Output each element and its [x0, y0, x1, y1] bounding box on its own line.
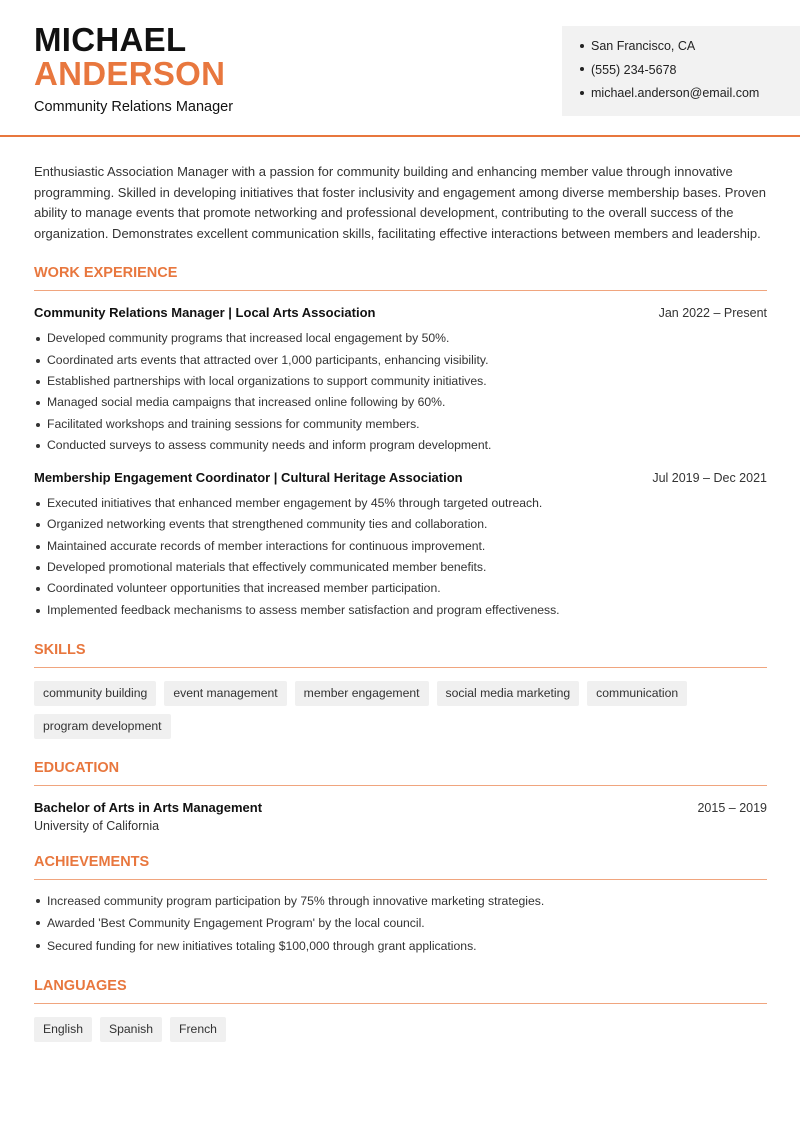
job-dates: Jul 2019 – Dec 2021 — [652, 471, 767, 486]
job-entry — [34, 305, 767, 456]
language-tag: English — [34, 1017, 92, 1042]
list-item: Facilitated workshops and training sessions for community members. — [34, 414, 767, 435]
language-tag: French — [170, 1017, 226, 1042]
list-item: Developed promotional materials that effectively communicated member benefits. — [34, 557, 767, 578]
school: University of California — [34, 818, 160, 833]
list-item: Coordinated volunteer opportunities that increased member participation. — [34, 578, 767, 599]
language-tag: Spanish — [100, 1017, 162, 1042]
list-item: Coordinated arts events that attracted over 1,000 participants, enhancing visibility. — [34, 350, 767, 371]
job-bullets — [34, 493, 767, 621]
degree: Bachelor of Arts in Arts Management — [34, 799, 263, 815]
contact-email: michael.anderson@email.com — [580, 85, 800, 109]
section-title-achievements: ACHIEVEMENTS — [34, 854, 767, 880]
list-item: Implemented feedback mechanisms to assess member satisfaction and program effectiveness. — [34, 600, 767, 621]
achievements-list — [34, 890, 767, 958]
contact-location: San Francisco, CA — [580, 38, 800, 62]
skills-list — [34, 681, 767, 739]
contact-phone: (555) 234-5678 — [580, 62, 800, 86]
job-bullets — [34, 328, 767, 456]
last-name: ANDERSON — [34, 55, 226, 92]
bullet-icon — [580, 91, 584, 95]
skill-tag: event management — [164, 681, 286, 706]
first-name: MICHAEL — [34, 21, 187, 58]
job-entry — [34, 470, 767, 621]
resume-header — [0, 0, 800, 137]
resume-body — [34, 162, 767, 1042]
list-item: Executed initiatives that enhanced member engagement by 45% through targeted outreach. — [34, 493, 767, 514]
list-item: Conducted surveys to assess community needs and inform program development. — [34, 435, 767, 456]
bullet-icon — [580, 44, 584, 48]
job-title: Community Relations Manager | Local Arts Association — [34, 305, 376, 321]
list-item: Secured funding for new initiatives totaling $100,000 through grant applications. — [34, 935, 767, 958]
skill-tag: community building — [34, 681, 156, 706]
section-title-education: EDUCATION — [34, 760, 767, 786]
languages-list — [34, 1017, 767, 1042]
list-item: Developed community programs that increased local engagement by 50%. — [34, 328, 767, 349]
skill-tag: social media marketing — [437, 681, 580, 706]
education-dates: 2015 – 2019 — [697, 800, 767, 815]
section-title-work: WORK EXPERIENCE — [34, 265, 767, 291]
summary: Enthusiastic Association Manager with a passion for community building and enhancing member value through innovative programming. Skilled in developing initiatives that foster inclusivity and engagement among diverse membership bases. Proven ability to manage events that promote networking and professional development, contributing to the overall success of the organization. Demonstrates excellent communication skills, facilitating effective interactions between members and leadership. — [34, 164, 766, 241]
headline-title: Community Relations Manager — [34, 99, 234, 115]
job-dates: Jan 2022 – Present — [658, 306, 767, 321]
skill-tag: communication — [587, 681, 687, 706]
list-item: Maintained accurate records of member interactions for continuous improvement. — [34, 536, 767, 557]
list-item: Awarded 'Best Community Engagement Program' by the local council. — [34, 912, 767, 935]
contact-box — [562, 26, 800, 116]
job-title: Membership Engagement Coordinator | Cultural Heritage Association — [34, 470, 463, 486]
section-title-languages: LANGUAGES — [34, 978, 767, 1004]
list-item: Organized networking events that strengthened community ties and collaboration. — [34, 514, 767, 535]
list-item: Increased community program participation by 75% through innovative marketing strategies. — [34, 890, 767, 913]
list-item: Managed social media campaigns that increased online following by 60%. — [34, 392, 767, 413]
bullet-icon — [580, 67, 584, 71]
list-item: Established partnerships with local organizations to support community initiatives. — [34, 371, 767, 392]
section-title-skills: SKILLS — [34, 642, 767, 668]
skill-tag: program development — [34, 714, 171, 739]
skill-tag: member engagement — [295, 681, 429, 706]
education-entry — [34, 800, 767, 833]
